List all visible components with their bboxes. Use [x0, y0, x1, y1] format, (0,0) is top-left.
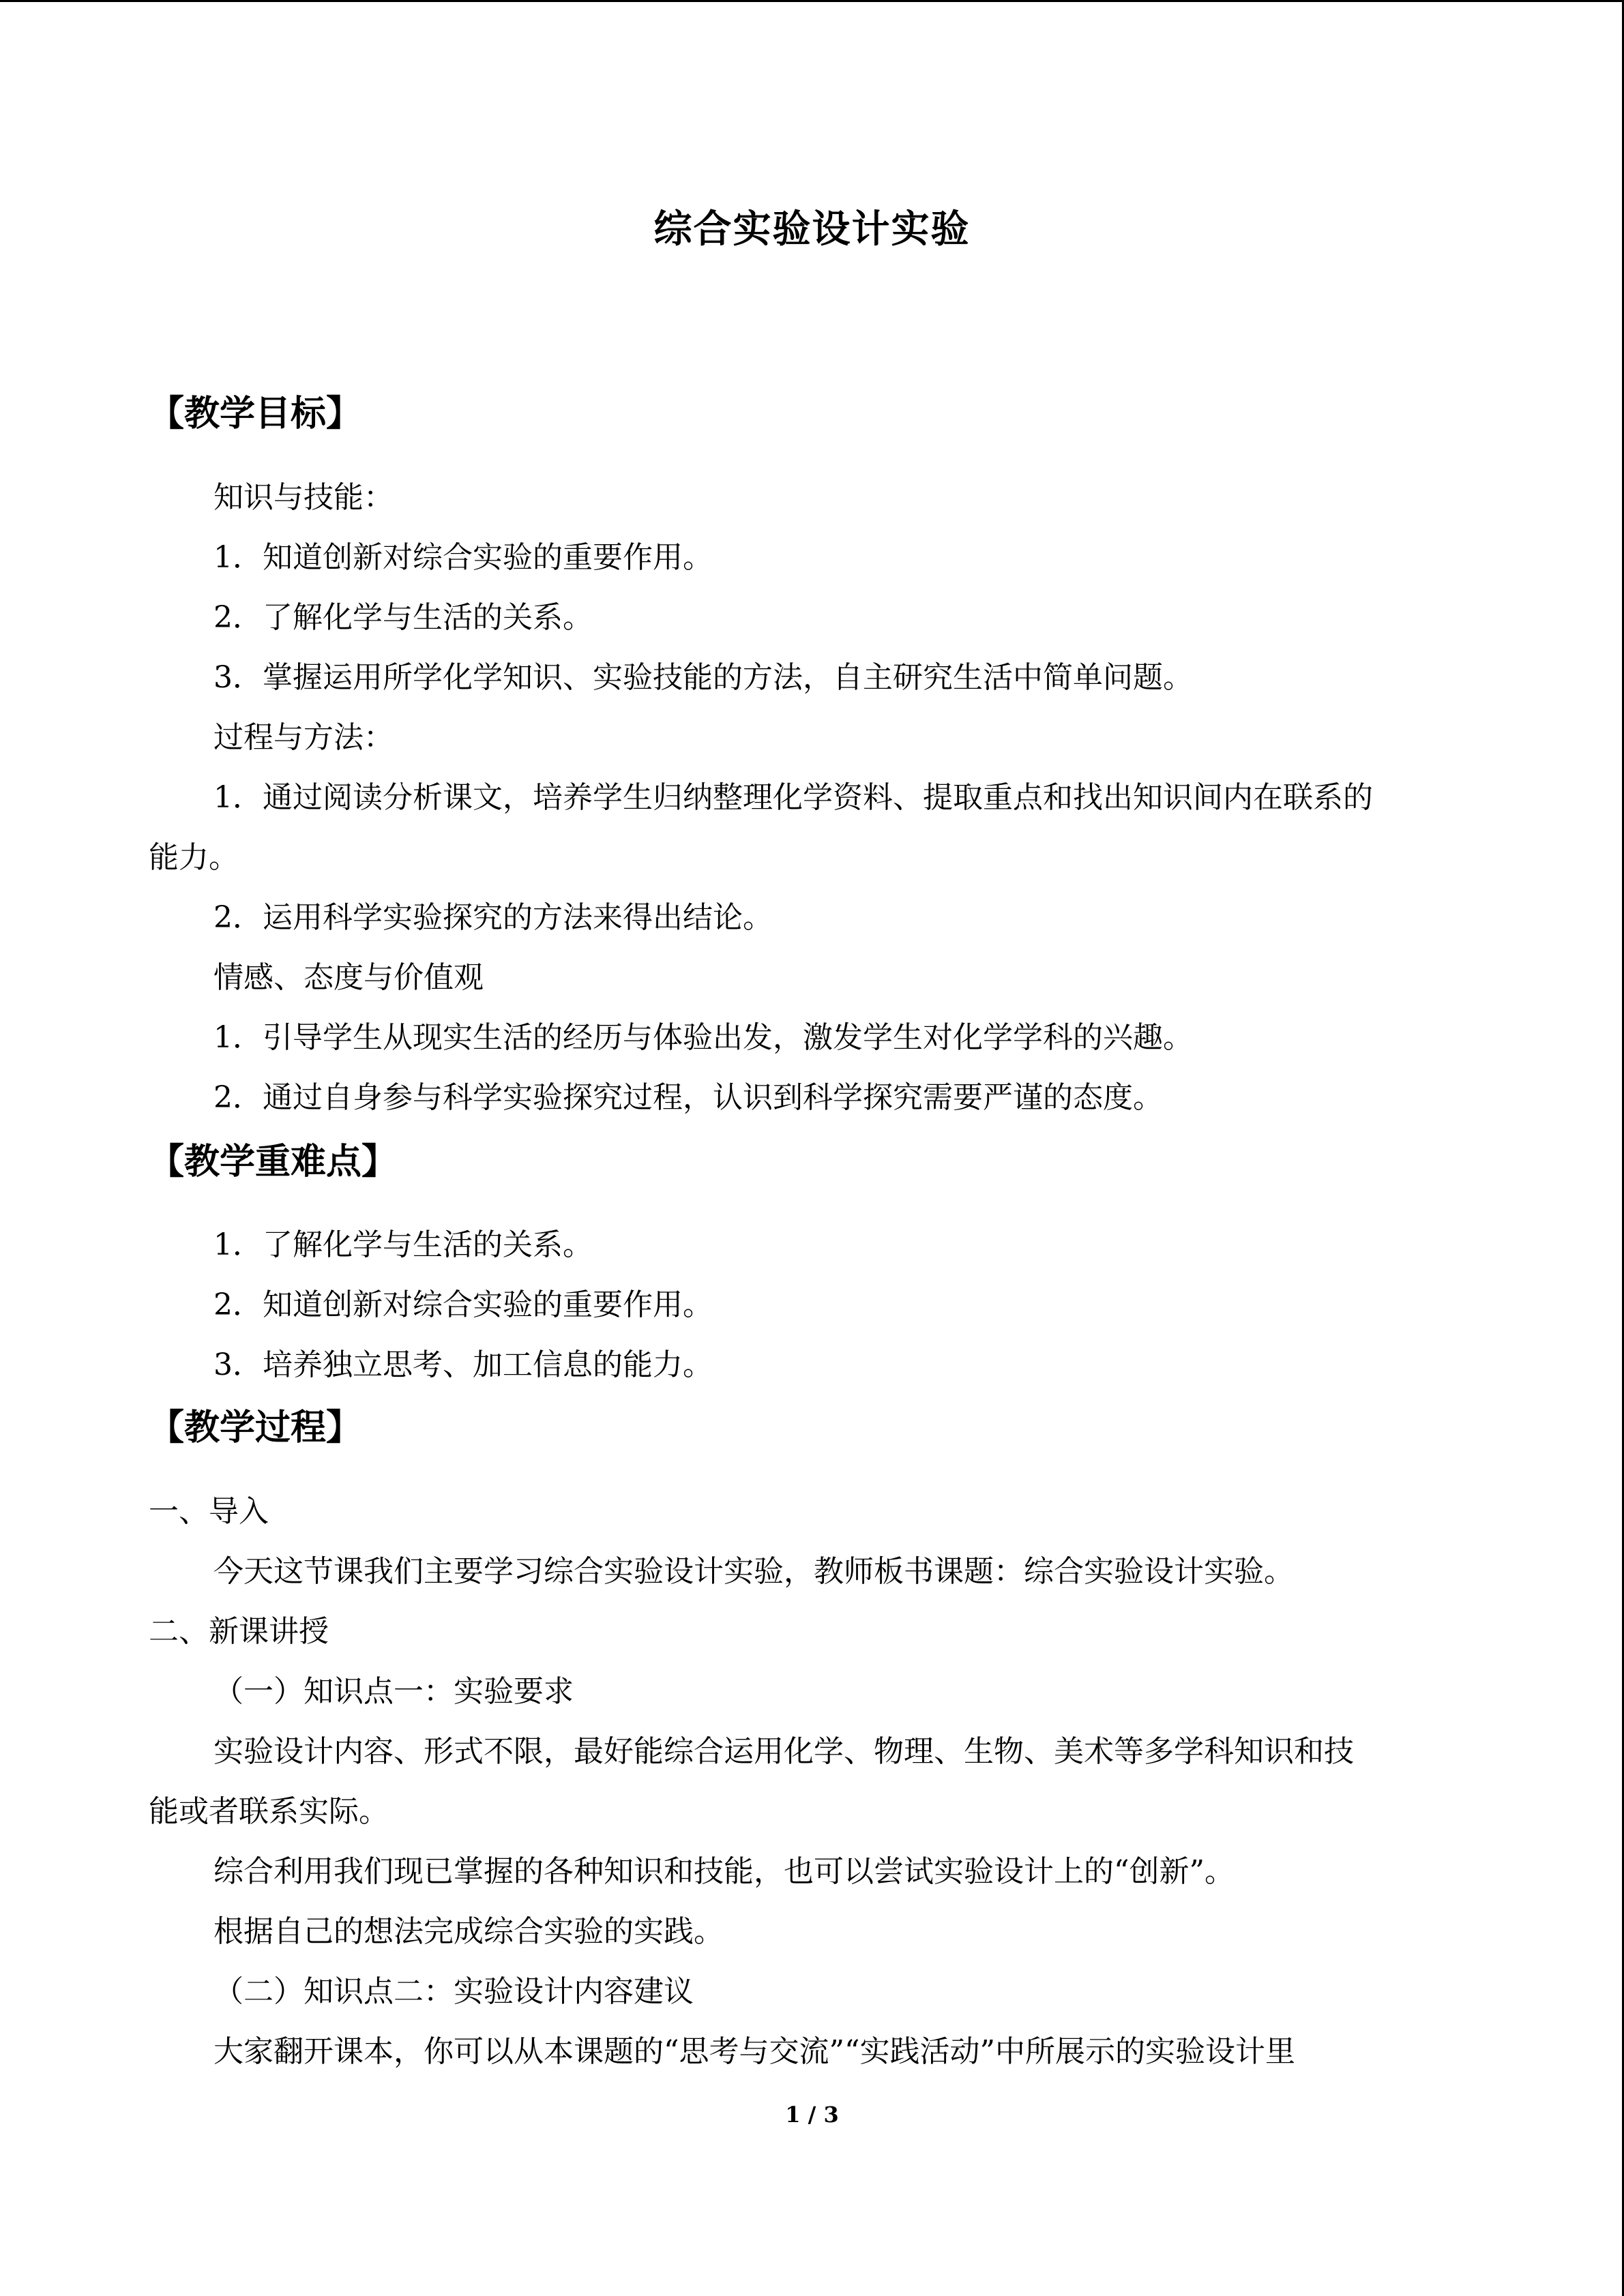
knowledge-point-2-label: （二）知识点二：实验设计内容建议	[213, 1974, 694, 2009]
knowledge-point-1-para-1-line-2: 能或者联系实际。	[149, 1794, 389, 1829]
process-label: 过程与方法：	[213, 720, 394, 755]
intro-label: 一、导入	[149, 1494, 269, 1529]
key-point-item-2: 2．知道创新对综合实验的重要作用。	[213, 1287, 713, 1322]
process-item-2: 2．运用科学实验探究的方法来得出结论。	[213, 900, 773, 935]
knowledge-item-3: 3．掌握运用所学化学知识、实验技能的方法，自主研究生活中简单问题。	[213, 660, 1193, 695]
intro-text: 今天这节课我们主要学习综合实验设计实验，教师板书课题：综合实验设计实验。	[213, 1554, 1294, 1589]
process-item-1-line-2: 能力。	[149, 840, 239, 875]
knowledge-item-1: 1．知道创新对综合实验的重要作用。	[213, 540, 713, 575]
knowledge-point-1-para-1-line-1: 实验设计内容、形式不限，最好能综合运用化学、物理、生物、美术等多学科知识和技	[213, 1734, 1354, 1769]
knowledge-point-1-para-3: 根据自己的想法完成综合实验的实践。	[213, 1914, 724, 1949]
key-point-item-1: 1．了解化学与生活的关系。	[213, 1227, 593, 1262]
section-heading-key-points: 【教学重难点】	[149, 1142, 398, 1182]
document-title: 综合实验设计实验	[653, 207, 971, 252]
emotion-label: 情感、态度与价值观	[213, 960, 484, 995]
new-lesson-label: 二、新课讲授	[149, 1614, 329, 1649]
knowledge-point-2-para-1: 大家翻开课本，你可以从本课题的“思考与交流”“实践活动”中所展示的实验设计里	[213, 2034, 1295, 2069]
section-heading-objectives: 【教学目标】	[149, 393, 362, 434]
page-number: 1 / 3	[785, 2102, 839, 2128]
key-point-item-3: 3．培养独立思考、加工信息的能力。	[213, 1347, 713, 1382]
process-item-1-line-1: 1．通过阅读分析课文，培养学生归纳整理化学资料、提取重点和找出知识间内在联系的	[213, 780, 1373, 815]
knowledge-point-1-label: （一）知识点一：实验要求	[213, 1674, 574, 1709]
knowledge-item-2: 2．了解化学与生活的关系。	[213, 600, 593, 635]
emotion-item-1: 1．引导学生从现实生活的经历与体验出发，激发学生对化学学科的兴趣。	[213, 1020, 1193, 1055]
section-heading-process: 【教学过程】	[149, 1407, 362, 1448]
knowledge-label: 知识与技能：	[213, 480, 394, 515]
emotion-item-2: 2．通过自身参与科学实验探究过程，认识到科学探究需要严谨的态度。	[213, 1080, 1163, 1115]
knowledge-point-1-para-2: 综合利用我们现已掌握的各种知识和技能，也可以尝试实验设计上的“创新”。	[213, 1854, 1235, 1889]
